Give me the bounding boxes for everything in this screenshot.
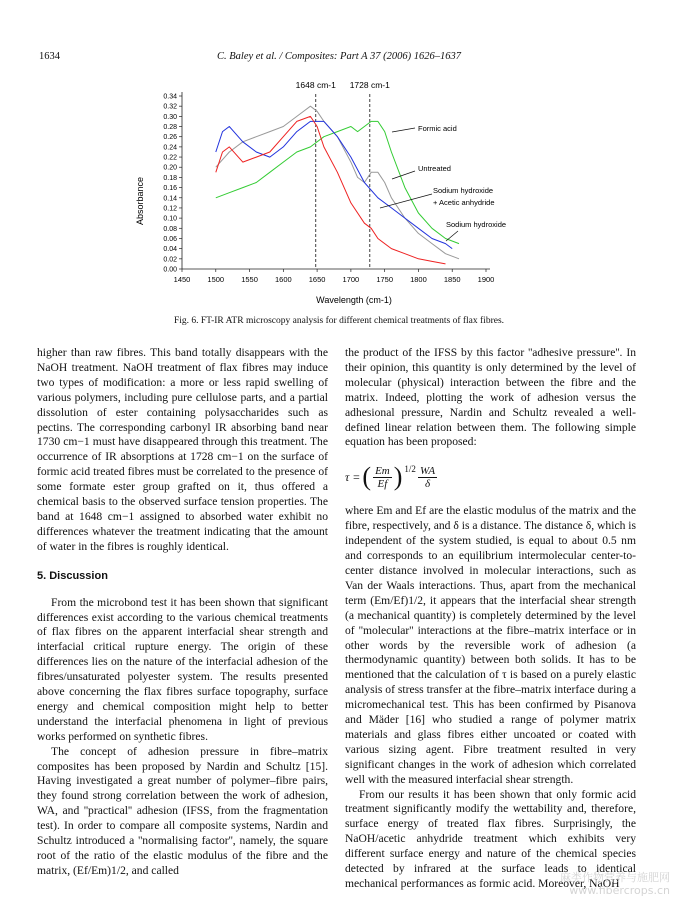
series-line [216, 121, 452, 248]
series-annotation: Formic acid [418, 124, 457, 133]
right-column [345, 346, 636, 892]
y-tick-label: 0.20 [163, 164, 177, 172]
y-tick-label: 0.14 [163, 195, 177, 203]
paragraph: higher than raw fibres. This band totally disappears with the NaOH treatment. NaOH treatment of flax fibres may induce two types of modification: a more or less rapid swelling of various polymers, including pure cellulose parts, and a partial dissolution of ester containing polysaccharides such as pectins. The corresponding carbonyl IR absorbing band near 1730 cm−1 must have disappeared through this treatment. The occurrence of IR absorptions at 1728 cm−1 on the surface of formic acid treated fibres must be correlated to the presence of some formate ester group grafted on it, thus offered a chemical basis to the observed surface tension properties. The band at 1648 cm−1 assigned to absorbed water exhibit no differences whatever the treatment indicating that the amount of water in the fibres is roughly identical. [37, 346, 328, 553]
left-column [37, 346, 328, 879]
y-tick-label: 0.06 [163, 235, 177, 243]
equation [345, 458, 636, 496]
y-axis-label: Absorbance [135, 176, 145, 226]
annotation-arrow [446, 231, 458, 241]
x-tick-label: 1450 [173, 275, 191, 284]
section-heading: 5. Discussion [37, 569, 108, 582]
x-tick-label: 1600 [274, 275, 292, 284]
y-tick-label: 0.30 [163, 113, 177, 121]
y-tick-label: 0.10 [163, 215, 177, 223]
reference-line-label: 1648 cm-1 [295, 80, 336, 90]
eq-exponent: 1/2 [404, 464, 416, 475]
eq-work-fraction: $\frac{WA}{\delta}$ [419, 464, 436, 490]
y-tick-label: 0.24 [163, 144, 177, 152]
x-axis-label: Wavelength (cm-1) [316, 295, 392, 305]
y-tick-label: 0.32 [163, 103, 177, 111]
y-tick-label: 0.18 [163, 174, 177, 182]
watermark: 麻类作物营养与施肥网 www.fibercrops.cn [560, 871, 670, 897]
y-tick-label: 0.04 [163, 246, 177, 254]
y-tick-label: 0.02 [163, 256, 177, 264]
y-tick-label: 0.00 [163, 266, 177, 274]
eq-paren-close: ) [393, 462, 403, 492]
series-annotation: Sodium hydroxide [433, 186, 494, 195]
eq-paren-open: ( [362, 462, 372, 492]
x-tick-label: 1900 [477, 275, 495, 284]
ftir-chart [130, 76, 530, 306]
eq-modulus-fraction: $\frac{Em}{Ef}$ [375, 464, 390, 490]
x-tick-label: 1800 [410, 275, 427, 284]
paragraph: the product of the IFSS by this factor ''adhesive pressure''. In their opinion, this quantity is only determined by the level of molecular (physical) interaction between the fibre and the matrix. Indeed, plotting the work of adhesion versus the adhesional pressure, Nardin and Schultz revealed a well-defined linear relation between them. The following simple equation has been proposed: [345, 346, 636, 449]
y-tick-label: 0.28 [163, 124, 177, 132]
page-number: 1634 [39, 51, 60, 62]
x-tick-label: 1550 [241, 275, 258, 284]
annotation-arrow [380, 194, 432, 208]
paragraph: The concept of adhesion pressure in fibre–matrix composites has been proposed by Nardin and Schultz [15]. Having investigated a great number of polymer–fibre pairs, they found strong correlation between the work of adhesion, WA, and ''practical'' adhesion (IFSS, from the fragmentation test). In order to compare all composite systems, Nardin and Schultz introduced a ''normalising factor'', namely, the square root of the ratio of the elastic modulus of the fibre and the matrix, (Ef/Em)1/2, and called [37, 744, 328, 877]
x-tick-label: 1500 [207, 275, 225, 284]
y-tick-label: 0.22 [163, 154, 177, 162]
running-header: C. Baley et al. / Composites: Part A 37 (2006) 1626–1637 [216, 51, 461, 62]
x-tick-label: 1650 [308, 275, 326, 284]
y-tick-label: 0.26 [163, 134, 177, 142]
figure-caption: Fig. 6. FT-IR ATR microscopy analysis for different chemical treatments of flax fibres. [173, 316, 505, 326]
series-annotation: Untreated [418, 164, 451, 173]
annotation-arrow [392, 128, 415, 132]
y-tick-label: 0.12 [163, 205, 177, 213]
series-annotation: + Acetic anhydride [433, 198, 495, 207]
y-tick-label: 0.08 [163, 225, 177, 233]
x-tick-label: 1700 [342, 275, 360, 284]
annotation-arrow [392, 171, 415, 179]
paragraph: where Em and Ef are the elastic modulus of the matrix and the fibre, respectively, and δ is a distance. The distance δ, which is independent of the system studied, is equal to about 0.5 nm and corresponds to an equilibrium intermolecular center-to-center distance involved in molecular interactions, such as Van der Waals interactions. Thus, apart from the mechanical term (Em/Ef)1/2, it appears that the interfacial shear strength (a mechanical quantity) is completely determined by the level of ''molecular'' interactions at the fibre–matrix interface or in other words by the reversible work of adhesion (a thermodynamic quantity) between both solids. It has to be mentioned that the calculation of τ is based on a purely elastic analysis of stress transfer at the fibre–matrix interface during a micromechanical test. This has been confirmed by Pisanova and Mäder [16] who studied a range of polymer matrix materials and glass fibres either uncoated or coated with various sizing agent. Fibre treatment resulted in very significant changes in the work of adhesion which correlated well with the measured interfacial shear strength. [345, 504, 637, 786]
series-annotation: Sodium hydroxide [446, 220, 507, 229]
reference-line-label: 1728 cm-1 [349, 80, 390, 90]
paragraph: From the microbond test it has been shown that significant differences exist according to the various chemical treatments of flax fibres on the apparent interfacial shear strength and interfacial critical rupture energy. The origin of these differences lies on the nature of the interfacial adhesion of the fibres/unsaturated polyester system. The results presented above concerning the flax fibres surface topography, surface energy and chemical composition might help to better understand the interfacial phenomena in light of previous works performed on synthetic fibres. [37, 595, 328, 743]
paragraph: From our results it has been shown that only formic acid treatment significantly modify the wettability and, therefore, surface energy of treated flax fibres. Surprisingly, the NaOH/acetic anhydride treatment which exhibits very different surface energy and nature of the chemical species detected by infrared at the surface leads to identical mechanical performances as formic acid. Moreover, NaOH [345, 787, 636, 890]
series-line [216, 121, 459, 243]
x-tick-label: 1850 [443, 275, 461, 284]
y-tick-label: 0.34 [163, 93, 177, 101]
x-tick-label: 1750 [376, 275, 394, 284]
y-tick-label: 0.16 [163, 185, 177, 193]
eq-lhs: τ = [345, 469, 361, 484]
